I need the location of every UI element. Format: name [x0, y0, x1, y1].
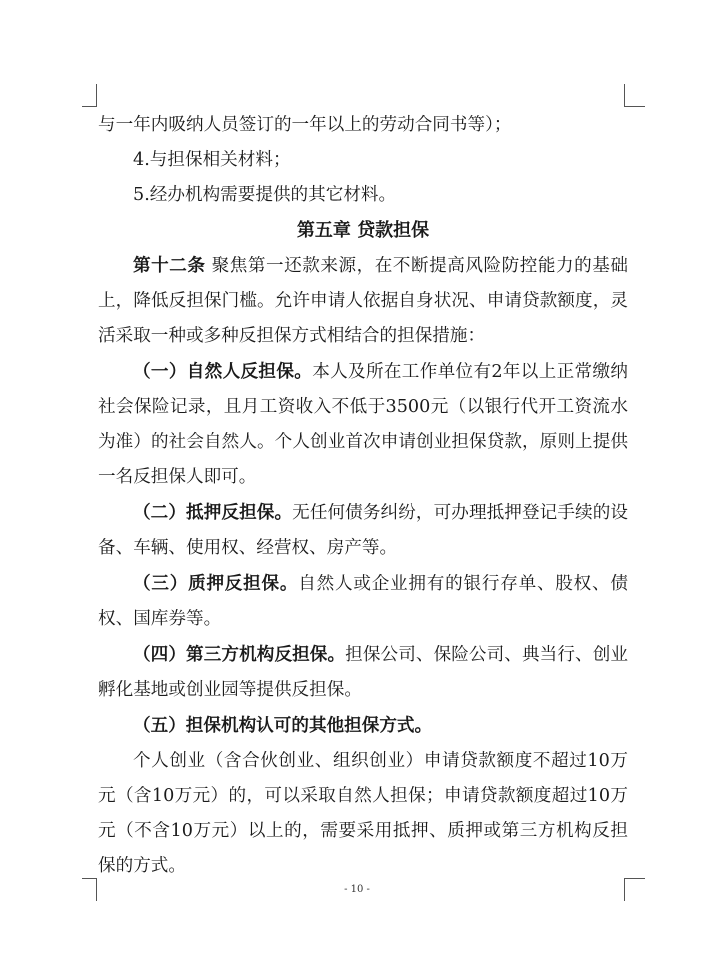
- item-text: 无任何债务纠纷，可办理抵押登记手续的设备、车辆、使用权、经营权、房产等。: [98, 503, 628, 558]
- list-item-5: 5.经办机构需要提供的其它材料。: [133, 185, 397, 205]
- guarantee-item-1: [98, 354, 628, 495]
- guarantee-item-2: [98, 495, 628, 566]
- item-text: 本人及所在工作单位有2年以上正常缴纳社会保险记录，且月工资收入不低于3500元（以银行代开工资流水为准）的社会自然人。个人创业首次申请创业担保贷款，原则上提供一名反担保人即可。: [98, 362, 628, 487]
- guarantee-item-5: [98, 708, 628, 744]
- page-number: - 10 -: [344, 884, 370, 895]
- item-heading: （三）质押反担保。: [133, 573, 299, 594]
- article-label: 第十二条: [133, 255, 206, 276]
- item-heading: （一）自然人反担保。: [133, 361, 313, 382]
- item-heading: （二）抵押反担保。: [133, 502, 293, 523]
- guarantee-item-4: [98, 637, 628, 708]
- item-heading: （五）担保机构认可的其他担保方式。: [133, 715, 433, 736]
- item-text: 自然人或企业拥有的银行存单、股权、债权、国库券等。: [98, 574, 628, 629]
- page-body: [98, 108, 628, 884]
- item-heading: （四）第三方机构反担保。: [133, 644, 346, 665]
- article-text: 聚焦第一还款来源，在不断提高风险防控能力的基础上，降低反担保门槛。允许申请人依据自身状况、申请贷款额度，灵活采取一种或多种反担保方式相结合的担保措施：: [98, 256, 628, 346]
- closing-paragraph: 个人创业（含合伙创业、组织创业）申请贷款额度不超过10万元（含10万元）的，可以采取自然人担保；申请贷款额度超过10万元（不含10万元）以上的，需要采用抵押、质押或第三方机构反担保的方式。: [98, 751, 628, 876]
- guarantee-item-3: [98, 566, 628, 637]
- crop-mark-top-left: [82, 84, 97, 107]
- item-text: 担保公司、保险公司、典当行、创业孵化基地或创业园等提供反担保。: [98, 645, 628, 700]
- chapter-title: 第五章 贷款担保: [296, 220, 430, 241]
- continued-line: 与一年内吸纳人员签订的一年以上的劳动合同书等）；: [98, 115, 512, 135]
- crop-mark-top-right: [624, 84, 645, 107]
- article-12: [98, 248, 628, 354]
- list-item-4: 4.与担保相关材料；: [133, 150, 291, 170]
